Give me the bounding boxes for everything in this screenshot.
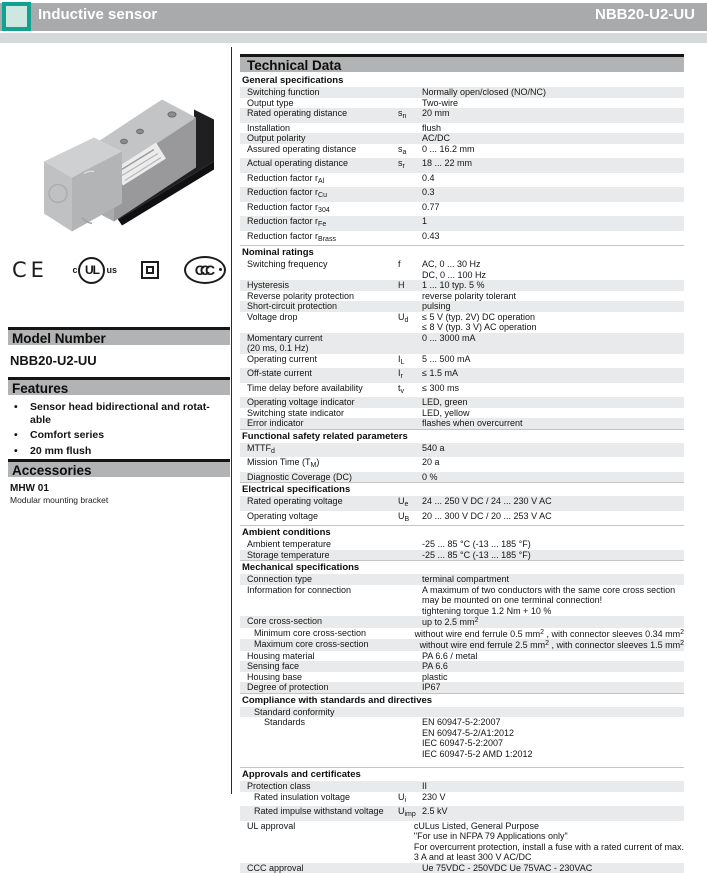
spec-label: Ambient temperature (240, 539, 398, 550)
spec-symbol (398, 397, 422, 408)
spec-section (240, 74, 684, 245)
spec-label: Installation (240, 123, 398, 134)
spec-symbol: $I_r$ (398, 368, 422, 383)
spec-symbol (398, 651, 422, 662)
spec-symbol (398, 863, 422, 873)
spec-symbol: H (398, 280, 422, 291)
spec-value: without wire end ferrule 2.5 $mm^2$ , with connector sleeves 1.5 $mm^2$ (420, 639, 684, 651)
spec-value: LED, yellow (422, 408, 684, 419)
spec-label: Connection type (240, 574, 398, 585)
spec-row (240, 133, 684, 144)
spec-section-header: Ambient conditions (240, 525, 684, 539)
spec-symbol (398, 550, 422, 561)
spec-row (240, 301, 684, 312)
spec-label: Switching function (240, 87, 398, 98)
spec-value: 0 % (422, 472, 684, 483)
spec-section (240, 429, 684, 483)
feature-item (10, 401, 228, 426)
spec-section (240, 560, 684, 693)
spec-value: IP67 (422, 682, 684, 693)
spec-row (240, 408, 684, 419)
spec-value: terminal compartment (422, 574, 684, 585)
spec-label: Mission Time $(T_M)$ (240, 457, 398, 472)
spec-label: Housing material (240, 651, 398, 662)
spec-value: 20 a (422, 457, 684, 472)
spec-value: flashes when overcurrent (422, 418, 684, 429)
spec-value: 5 ... 500 mA (422, 354, 684, 369)
spec-row (240, 259, 684, 280)
spec-label: Operating current (240, 354, 398, 369)
spec-value: plastic (422, 672, 684, 683)
spec-row (240, 291, 684, 302)
feature-item (10, 429, 228, 442)
spec-value: flush (422, 123, 684, 134)
spec-row (240, 806, 684, 821)
spec-value: LED, green (422, 397, 684, 408)
spec-section (240, 245, 684, 429)
culus-mark-icon: c UL us (72, 257, 117, 284)
spec-label: Actual operating distance (240, 158, 398, 173)
spec-section (240, 525, 684, 560)
spec-row (240, 216, 684, 231)
spec-symbol (398, 202, 422, 217)
spec-symbol (398, 672, 422, 683)
spec-symbol (398, 707, 422, 718)
spec-value: -25 ... 85 °C (-13 ... 185 °F) (422, 539, 684, 550)
ce-mark-icon: CE (12, 258, 48, 282)
spec-value: 0.43 (422, 231, 684, 246)
spec-row (240, 651, 684, 662)
spec-symbol: $U_B$ (398, 511, 422, 526)
spec-value: Normally open/closed (NO/NC) (422, 87, 684, 98)
spec-value: up to 2.5 $mm^2$ (422, 616, 684, 628)
spec-row (240, 616, 684, 628)
spec-symbol (398, 87, 422, 98)
header-sub-band (0, 33, 707, 43)
spec-value: reverse polarity tolerant (422, 291, 684, 302)
feature-text: 20 mm flush (30, 445, 228, 458)
spec-label: Time delay before availability (240, 383, 398, 398)
spec-row (240, 628, 684, 640)
accessory-item (10, 483, 108, 505)
spec-label: Core cross-section (240, 616, 398, 628)
spec-label: Minimum core cross-section (240, 628, 392, 640)
spec-value: 1 ... 10 typ. 5 % (422, 280, 684, 291)
technical-data-column (240, 54, 684, 873)
spec-label: Reduction factor $r_{Fe}$ (240, 216, 398, 231)
spec-symbol (398, 216, 422, 231)
spec-value: Ue 75VDC - 250VDC Ue 75VAC - 230VAC (422, 863, 684, 873)
spec-symbol (398, 291, 422, 302)
spec-symbol (398, 682, 422, 693)
spec-value: AC/DC (422, 133, 684, 144)
spec-symbol (398, 408, 422, 419)
spec-section-header: Electrical specifications (240, 482, 684, 496)
spec-label: Off-state current (240, 368, 398, 383)
spec-row (240, 672, 684, 683)
spec-section-header: Approvals and certificates (240, 767, 684, 781)
bullet-icon: • (10, 445, 30, 458)
spec-label: Rated impulse withstand voltage (240, 806, 398, 821)
spec-symbol (391, 821, 414, 863)
protection-class-ii-icon (141, 261, 159, 279)
spec-value: ≤ 1.5 mA (422, 368, 684, 383)
accessory-name: MHW 01 (10, 483, 108, 495)
spec-row (240, 574, 684, 585)
spec-label: Assured operating distance (240, 144, 398, 159)
spec-row (240, 280, 684, 291)
spec-section-header: Mechanical specifications (240, 560, 684, 574)
spec-symbol: $t_v$ (398, 383, 422, 398)
spec-row (240, 443, 684, 458)
spec-row (240, 397, 684, 408)
spec-symbol: $I_L$ (398, 354, 422, 369)
brand-accent-icon (2, 2, 31, 31)
spec-row (240, 187, 684, 202)
spec-row (240, 457, 684, 472)
features-heading: Features (8, 377, 230, 395)
spec-symbol (398, 574, 422, 585)
spec-symbol: $U_d$ (398, 312, 422, 333)
spec-symbol (398, 661, 422, 672)
spec-symbol (398, 98, 422, 109)
spec-label: Rated operating voltage (240, 496, 398, 511)
column-divider (231, 47, 232, 794)
spec-label: $MTTF_d$ (240, 443, 398, 458)
spec-row (240, 821, 684, 863)
feature-item (10, 445, 228, 458)
spec-label: Voltage drop (240, 312, 398, 333)
spec-label: Rated insulation voltage (240, 792, 398, 807)
spec-symbol (398, 443, 422, 458)
spec-value: PA 6.6 (422, 661, 684, 672)
bullet-icon: • (10, 429, 30, 442)
spec-symbol (398, 418, 422, 429)
spec-value: without wire end ferrule 0.5 $mm^2$ , with connector sleeves 0.34 $mm^2$ (415, 628, 684, 640)
spec-section-header: Functional safety related parameters (240, 429, 684, 443)
spec-value: 18 ... 22 mm (422, 158, 684, 173)
spec-section (240, 482, 684, 525)
spec-section (240, 767, 684, 873)
spec-label: Standard conformity (240, 707, 398, 718)
spec-row (240, 354, 684, 369)
ccc-mark-icon: CCC (184, 256, 226, 284)
spec-symbol (398, 616, 422, 628)
spec-row (240, 511, 684, 526)
left-column (8, 44, 230, 794)
spec-label: Momentary current (20 ms, 0.1 Hz) (240, 333, 398, 354)
spec-label: Information for connection (240, 585, 398, 617)
product-image (22, 56, 222, 244)
spec-value: 540 a (422, 443, 684, 458)
spec-label: Reduction factor $r_{Brass}$ (240, 231, 398, 246)
spec-label: Degree of protection (240, 682, 398, 693)
spec-label: CCC approval (240, 863, 398, 873)
spec-label: Short-circuit protection (240, 301, 398, 312)
spec-row (240, 312, 684, 333)
spec-row (240, 472, 684, 483)
spec-label: Housing base (240, 672, 398, 683)
technical-data-heading: Technical Data (240, 54, 684, 72)
spec-symbol (398, 133, 422, 144)
spec-label: Protection class (240, 781, 398, 792)
spec-symbol (398, 457, 422, 472)
certification-logos (12, 250, 226, 290)
model-number-heading: Model Number (8, 327, 230, 345)
accessories-heading: Accessories (8, 459, 230, 477)
spec-symbol (398, 472, 422, 483)
spec-symbol: $s_n$ (398, 108, 422, 123)
spec-row (240, 202, 684, 217)
spec-label: Output polarity (240, 133, 398, 144)
spec-row (240, 158, 684, 173)
spec-label: Rated operating distance (240, 108, 398, 123)
spec-section-header: General specifications (240, 74, 684, 87)
spec-label: Diagnostic Coverage (DC) (240, 472, 398, 483)
spec-value: cULus Listed, General Purpose "For use in NFPA 79 Applications only" For overcurrent protection, install a fuse with a rated current of max. 3 A and at least 300 V AC/DC (414, 821, 684, 863)
spec-value: 24 ... 250 V DC / 24 ... 230 V AC (422, 496, 684, 511)
spec-label: Reduction factor $r_{Cu}$ (240, 187, 398, 202)
spec-row (240, 368, 684, 383)
spec-row (240, 98, 684, 109)
spec-value (422, 707, 684, 718)
spec-row (240, 792, 684, 807)
spec-row (240, 333, 684, 354)
spec-symbol (398, 123, 422, 134)
spec-label: Operating voltage (240, 511, 398, 526)
spec-value: 0.4 (422, 173, 684, 188)
spec-row (240, 231, 684, 246)
spec-row (240, 717, 684, 759)
bullet-icon: • (10, 401, 30, 426)
spec-value: 0.3 (422, 187, 684, 202)
spec-value: -25 ... 85 °C (-13 ... 185 °F) (422, 550, 684, 561)
spec-value: Two-wire (422, 98, 684, 109)
spec-row (240, 496, 684, 511)
spec-row (240, 144, 684, 159)
spec-symbol (398, 231, 422, 246)
spec-value: 230 V (422, 792, 684, 807)
spec-row (240, 661, 684, 672)
spec-value: 20 mm (422, 108, 684, 123)
spec-label: Hysteresis (240, 280, 398, 291)
spec-symbol (398, 539, 422, 550)
feature-text: Comfort series (30, 429, 228, 442)
spec-symbol: $U_i$ (398, 792, 422, 807)
spec-row (240, 383, 684, 398)
spec-value: 1 (422, 216, 684, 231)
spec-row (240, 639, 684, 651)
spec-value: pulsing (422, 301, 684, 312)
spec-value: 20 ... 300 V DC / 20 ... 253 V AC (422, 511, 684, 526)
page-title: Inductive sensor (38, 6, 157, 23)
feature-list (10, 401, 228, 460)
spec-label: Standards (240, 717, 398, 759)
spec-row (240, 585, 684, 617)
technical-data-table (240, 72, 684, 873)
spec-symbol: $U_{imp}$ (398, 806, 422, 821)
spec-label: Output type (240, 98, 398, 109)
spec-row (240, 108, 684, 123)
spec-symbol (398, 187, 422, 202)
spec-row (240, 539, 684, 550)
spec-row (240, 863, 684, 873)
spec-row (240, 173, 684, 188)
spec-label: Sensing face (240, 661, 398, 672)
spec-label: Switching state indicator (240, 408, 398, 419)
spec-row (240, 781, 684, 792)
spec-symbol (398, 585, 422, 617)
spec-row (240, 707, 684, 718)
spec-label: Storage temperature (240, 550, 398, 561)
spec-value: AC, 0 ... 30 Hz DC, 0 ... 100 Hz (422, 259, 684, 280)
spec-value: EN 60947-5-2:2007 EN 60947-5-2/A1:2012 IEC 60947-5-2:2007 IEC 60947-5-2 AMD 1:2012 (422, 717, 684, 759)
spec-label: Maximum core cross-section (240, 639, 396, 651)
header-model-code: NBB20-U2-UU (595, 6, 695, 23)
spec-symbol: $U_e$ (398, 496, 422, 511)
spec-label: Reverse polarity protection (240, 291, 398, 302)
spec-value: ≤ 300 ms (422, 383, 684, 398)
spec-label: Reduction factor $r_{304}$ (240, 202, 398, 217)
spec-symbol (398, 717, 422, 759)
spec-symbol: f (398, 259, 422, 280)
spec-value: 2.5 kV (422, 806, 684, 821)
spec-symbol (398, 301, 422, 312)
spec-section (240, 693, 684, 760)
spec-label: Error indicator (240, 418, 398, 429)
spec-symbol (392, 628, 415, 640)
spec-row (240, 682, 684, 693)
spec-symbol (398, 333, 422, 354)
spec-label: UL approval (240, 821, 391, 863)
spec-symbol: $s_a$ (398, 144, 422, 159)
accessory-description: Modular mounting bracket (10, 495, 108, 505)
spec-symbol (398, 173, 422, 188)
spec-value: ≤ 5 V (typ. 2V) DC operation ≤ 8 V (typ. 3 V) AC operation (422, 312, 684, 333)
spec-value: II (422, 781, 684, 792)
spec-section-header: Nominal ratings (240, 245, 684, 259)
spec-value: PA 6.6 / metal (422, 651, 684, 662)
spec-label: Reduction factor $r_{Al}$ (240, 173, 398, 188)
spec-value: 0 ... 3000 mA (422, 333, 684, 354)
feature-text: Sensor head bidirectional and rotat- able (30, 401, 228, 426)
spec-symbol (396, 639, 420, 651)
model-number-value: NBB20-U2-UU (10, 353, 97, 368)
spec-label: Switching frequency (240, 259, 398, 280)
spec-row (240, 418, 684, 429)
spec-label: Operating voltage indicator (240, 397, 398, 408)
spec-value: 0.77 (422, 202, 684, 217)
spec-row (240, 123, 684, 134)
spec-row (240, 87, 684, 98)
spec-value: 0 ... 16.2 mm (422, 144, 684, 159)
spec-symbol: $s_r$ (398, 158, 422, 173)
spec-value: A maximum of two conductors with the same core cross section may be mounted on one terminal connection! tightening torque 1.2 Nm + 10 % (422, 585, 684, 617)
spec-row (240, 550, 684, 561)
spec-symbol (398, 781, 422, 792)
spec-section-header: Compliance with standards and directives (240, 693, 684, 707)
